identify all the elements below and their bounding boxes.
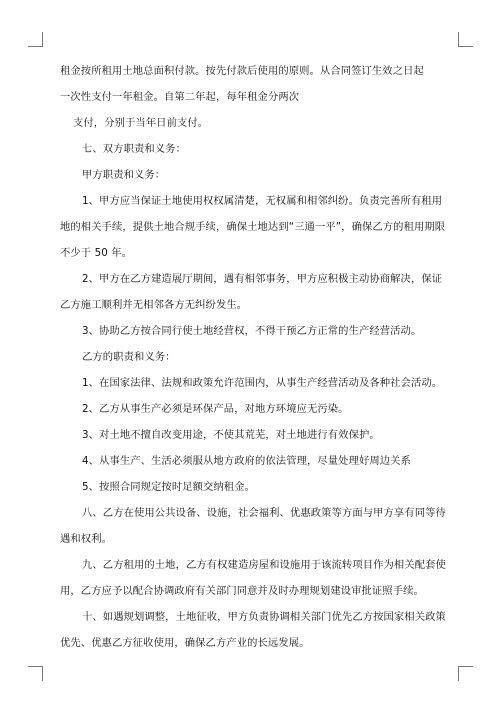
- text-line: 支付，分别于当年日前支付。: [73, 117, 209, 129]
- text-line: 5、按照合同规定按时足额交纳租金。: [82, 481, 256, 493]
- paragraph: [60, 604, 444, 656]
- text-line: 乙方施工顺利并无相邻各方无纠纷发生。: [60, 299, 248, 311]
- paragraph: [60, 266, 444, 318]
- paragraph: [60, 344, 444, 370]
- text-line: 租金按所租用土地总面积付款。按先付款后使用的原则。从合同签订生效之日起: [60, 65, 424, 77]
- text-line: 地的相关手续，提供土地合规手续，确保土地达到“三通一平”，确保乙方的租用期限: [60, 221, 446, 233]
- crop-mark-top-right: [458, 32, 473, 47]
- text-line: 3、对土地不擅自改变用途，不使其荒芜，对土地进行有效保护。: [82, 429, 380, 441]
- crop-mark-top-left: [28, 32, 43, 47]
- paragraph: [60, 370, 444, 396]
- text-line: 4、从事生产、生活必须服从地方政府的依法管理，尽量处理好周边关系: [82, 455, 411, 467]
- paragraph: [60, 110, 444, 136]
- text-line: 乙方的职责和义务：: [82, 351, 176, 363]
- text-line: 八、乙方在使用公共设备、设施，社会福利、优惠政策等方面与甲方享有同等待: [82, 507, 446, 519]
- text-line: 优先、优惠乙方征收使用，确保乙方产业的长远发展。: [60, 637, 310, 649]
- crop-mark-bottom-left: [28, 666, 43, 681]
- paragraph: [60, 422, 444, 448]
- paragraph: [60, 162, 444, 188]
- text-line: 甲方职责和义务：: [82, 169, 166, 181]
- text-line: 七、双方职责和义务：: [82, 143, 186, 155]
- paragraph: [60, 58, 444, 110]
- paragraph: [60, 188, 444, 266]
- paragraph: [60, 396, 444, 422]
- text-line: 遇和权利。: [60, 533, 112, 545]
- paragraph: [60, 136, 444, 162]
- paragraph: [60, 474, 444, 500]
- paragraph: [60, 448, 444, 474]
- paragraph: [60, 552, 444, 604]
- text-line: 1、在国家法律、法规和政策允许范围内，从事生产经营活动及各种社会活动。: [82, 377, 443, 389]
- paragraph: [60, 500, 444, 552]
- document-body: [60, 58, 444, 656]
- paragraph: [60, 318, 444, 344]
- text-line: 一次性支付一年租金。自第二年起，每年租金分两次: [60, 91, 300, 103]
- text-line: 用，乙方应予以配合协调政府有关部门同意并及时办理规划建设审批证照手续。: [60, 585, 424, 597]
- text-line: 不少于 50 年。: [60, 247, 133, 259]
- text-line: 十、如遇规划调整，土地征收，甲方负责协调相关部门优先乙方按国家相关政策: [82, 611, 446, 623]
- text-line: 3、协助乙方按合同行使土地经营权，不得干预乙方正常的生产经营活动。: [82, 325, 422, 337]
- text-line: 九、乙方租用的土地，乙方有权建造房屋和设施用于该流转项目作为相关配套使: [82, 559, 446, 571]
- text-line: 2、乙方从事生产必须是环保产品，对地方环境应无污染。: [82, 403, 349, 415]
- crop-mark-bottom-right: [458, 666, 473, 681]
- text-line: 1、甲方应当保证土地使用权权属清楚，无权属和相邻纠纷。负责完善所有租用: [82, 195, 443, 207]
- text-line: 2、甲方在乙方建造展厅期间，遇有相邻事务，甲方应积极主动协商解决，保证: [82, 273, 443, 285]
